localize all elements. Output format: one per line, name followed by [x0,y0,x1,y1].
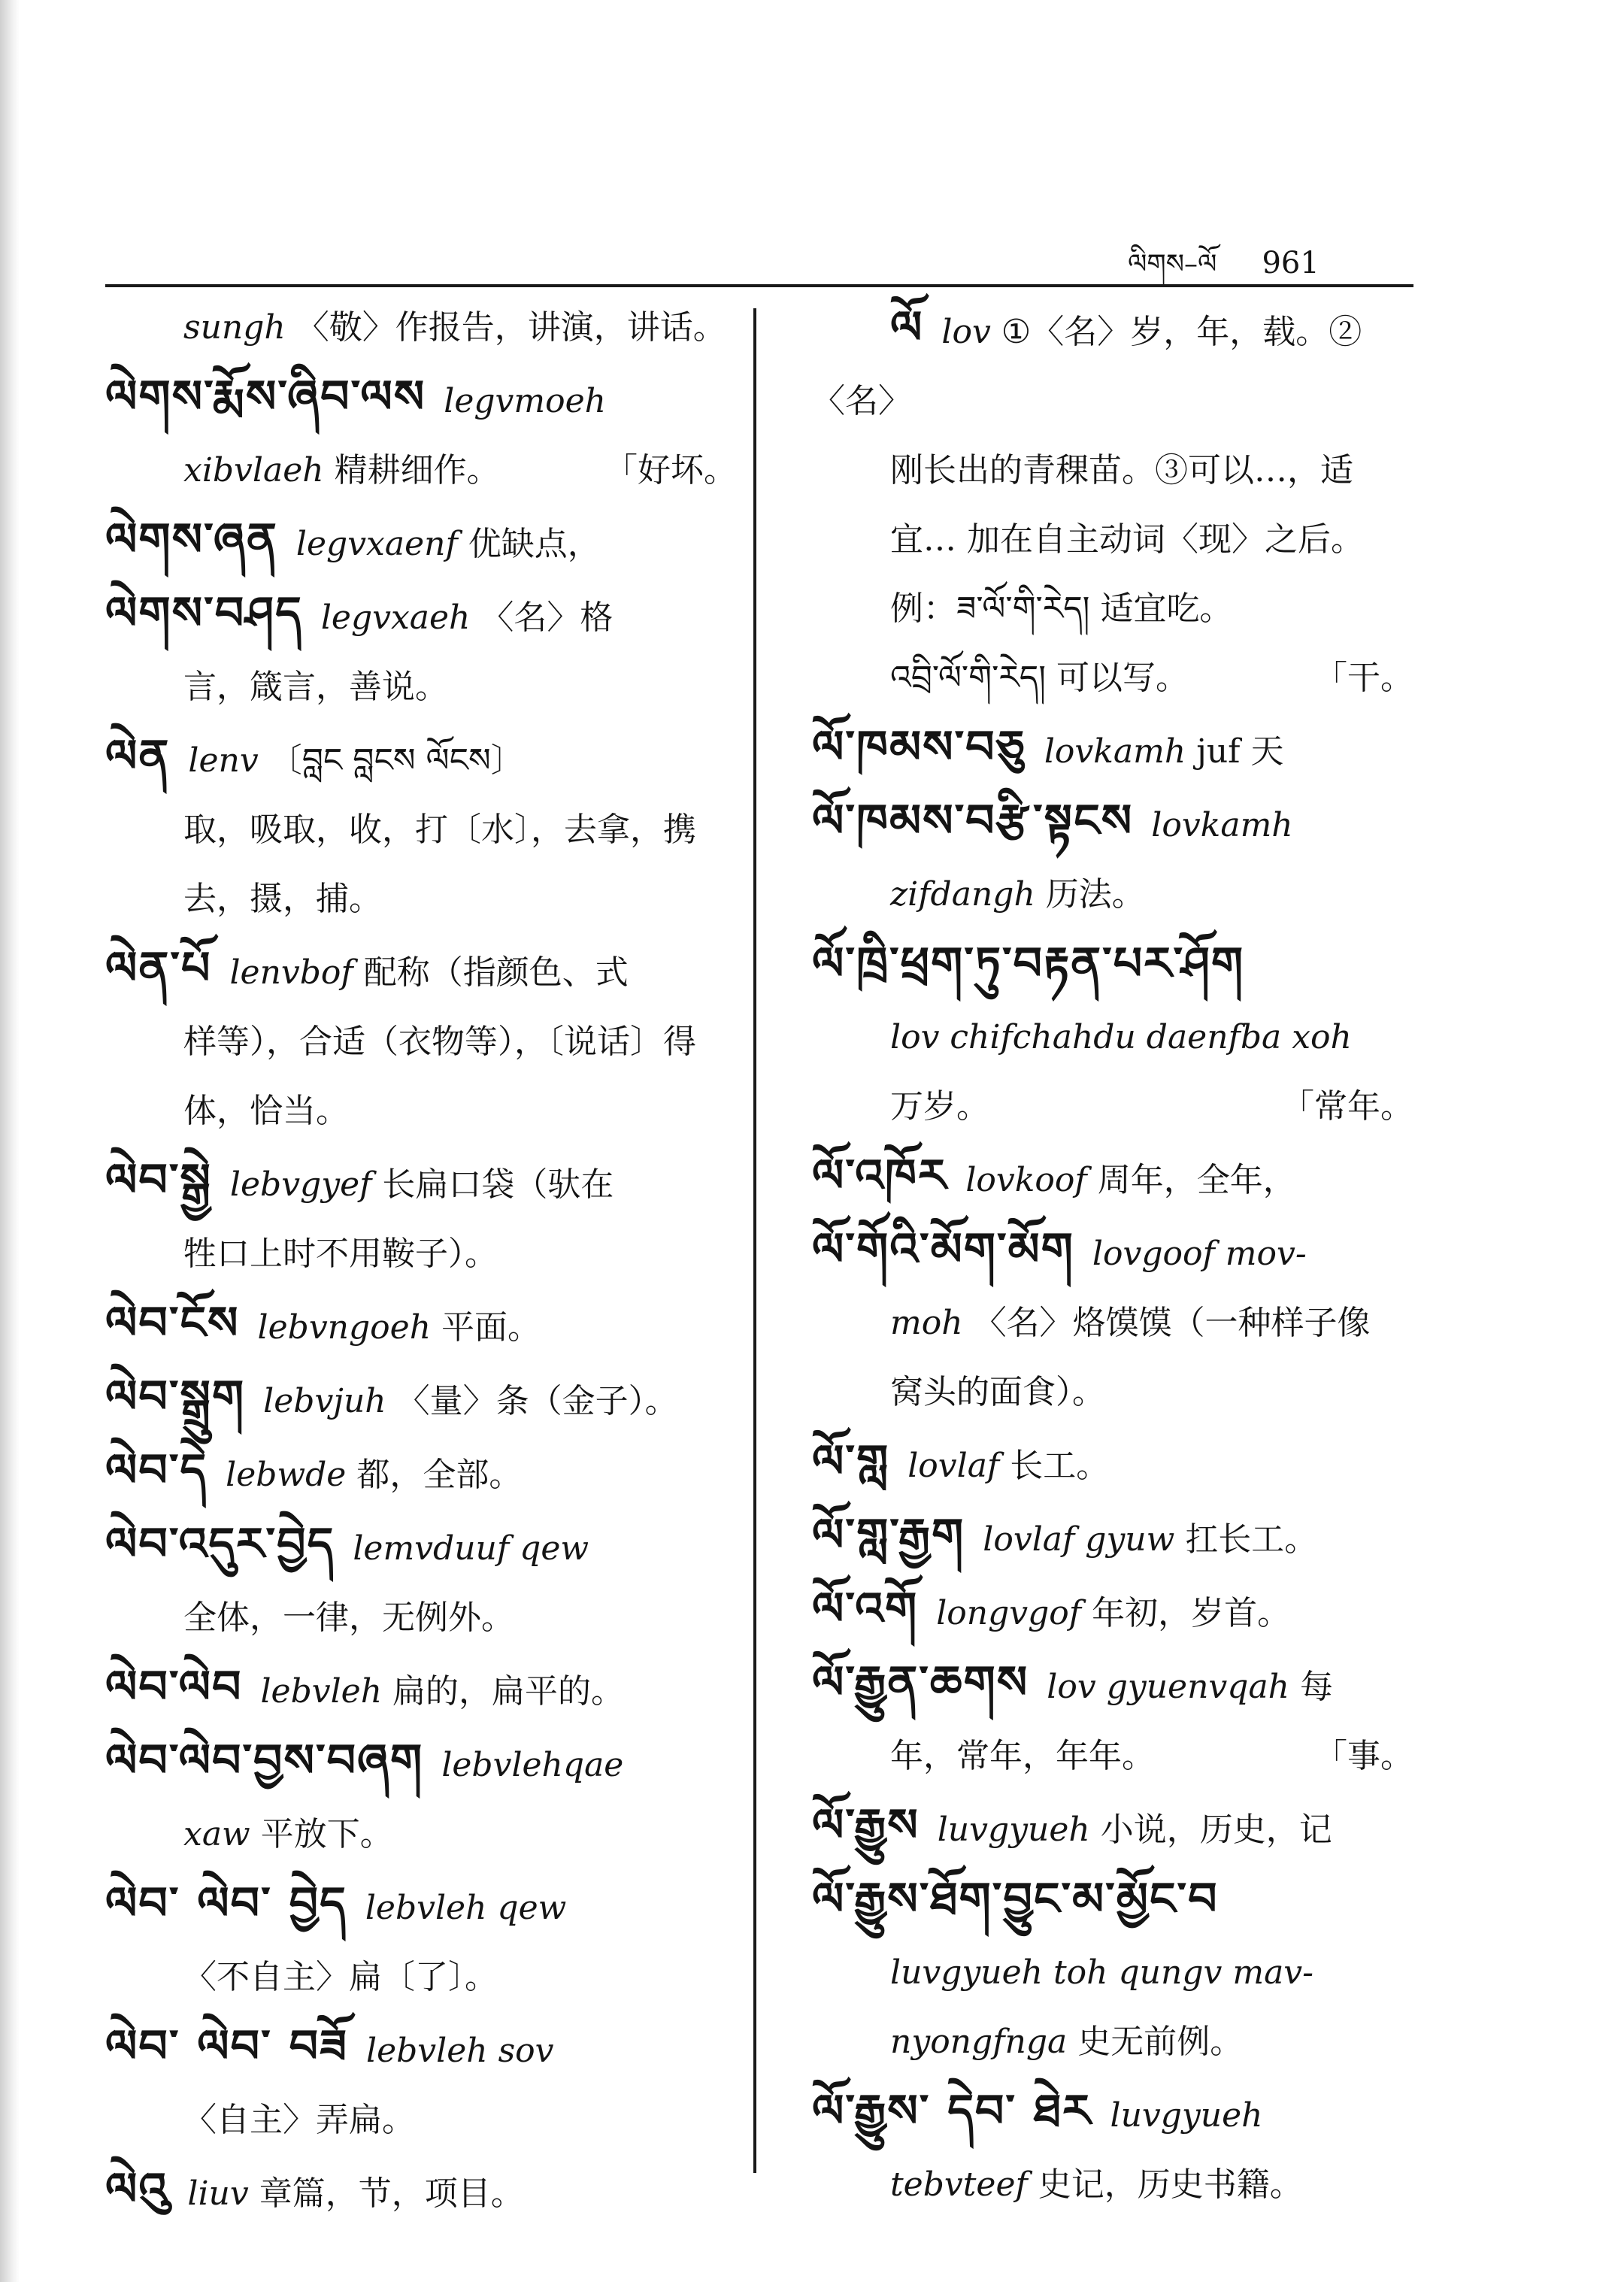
run-on-fragment: 「好坏。 [604,451,737,489]
headword: ལོ་གོའི་མོག་མོག [812,1223,1074,1276]
gloss: 取，吸取，收，打〔水〕，去拿，携 [183,811,696,849]
romanization: nyongfnga [890,2023,1068,2061]
dictionary-entry [812,1427,1413,1501]
romanization: moh [890,1304,963,1342]
gloss: 万岁。 [890,1087,989,1126]
gloss: 牲口上时不用鞍子）。 [183,1235,498,1273]
romanization: lov [941,313,991,351]
headword: ལེན་པོ [105,942,212,995]
romanization: lovkoof [965,1161,1087,1199]
entry-continuation [105,865,737,934]
romanization: lebvgyef [229,1165,372,1204]
headword: ལེའུ [105,2163,170,2216]
gloss: 优缺点， [468,525,601,563]
gloss: 宜… 加在自主动词〈现〉之后。 [890,520,1364,559]
headword: ལོ་འཁོར [812,1150,948,1202]
romanization: lenvbof [229,953,353,992]
headword: ལེབ་ ལེབ་ བཟོ [105,2020,349,2073]
romanization: lovkamh [1044,732,1186,771]
headword: ལོ་འགོ [812,1583,919,1635]
romanization: longvgof [936,1594,1082,1632]
romanization: lovkamh [1151,806,1293,844]
entry-continuation [812,1358,1413,1427]
gloss: 〈自主〉弄扁。 [183,2101,415,2139]
gloss: 样等），合适（衣物等），〔说话〕得 [183,1023,696,1061]
dictionary-entry [812,2077,1413,2150]
gloss: 刚长出的青稞苗。③可以…，适 [890,451,1353,489]
dictionary-entry [105,362,737,436]
entry-continuation [105,1220,737,1289]
gloss: 平放下。 [260,1815,393,1853]
entry-continuation [812,574,1413,644]
left-column [105,293,737,2229]
entry-continuation [812,2008,1413,2077]
entry-continuation [105,1583,737,1653]
headword: ལོ་རྒྱུན་ཆགས [812,1656,1029,1709]
gloss: 去，摄，捕。 [183,880,382,918]
entry-continuation [812,2150,1413,2220]
headword: ལེགས་ཞན [105,514,278,566]
entry-continuation [812,505,1413,574]
dictionary-entry [812,293,1413,436]
gloss: 言，箴言，善说。 [183,668,448,706]
entry-continuation [812,1722,1413,1791]
gloss: 小说，历史，记 [1100,1811,1332,1849]
gloss: 〈不自主〉扁〔了〕。 [183,1958,498,1996]
headword: ལོ་རྒྱུས་ཐོག་བྱུང་མ་མྱོང་བ [812,1873,1219,1926]
entry-continuation [105,1077,737,1146]
run-on-fragment: 「干。 [1314,659,1413,697]
gloss: juf 天 [1196,732,1284,771]
dictionary-entry [105,1436,737,1510]
headword: ལེབ་ངོས [105,1297,240,1350]
entry-continuation [105,436,737,505]
romanization: lebwde [226,1456,347,1494]
gloss: 周年，全年， [1097,1161,1296,1199]
entry-continuation [105,2086,737,2155]
gloss: 配称（指颜色、式 [363,953,629,992]
headword: ལེབ་སྒྱེ [105,1154,212,1207]
gloss: 史记，历史书籍。 [1038,2165,1303,2204]
romanization: liuv [187,2174,249,2213]
headword: ལེན [105,730,171,783]
headword: ལོ་ཁམས་བརྩི་སྟངས [812,795,1134,847]
gloss: 都，全部。 [356,1456,523,1494]
gloss: 平面。 [441,1308,541,1347]
gloss: 长工。 [1010,1447,1110,1485]
romanization: lemvduuf qew [353,1529,589,1568]
dictionary-entry [812,929,1413,1003]
dictionary-entry [812,1791,1413,1865]
romanization: lebvjuh [263,1382,386,1420]
dictionary-entry [105,2012,737,2086]
romanization: legvmoeh [444,382,606,420]
dictionary-entry [812,1501,1413,1574]
dictionary-entry [105,722,737,796]
gloss: 年初，岁首。 [1092,1594,1291,1632]
romanization: sungh [183,308,286,347]
romanization: lovlaf [907,1447,1000,1485]
gloss: 年，常年，年年。 [890,1737,1155,1775]
romanization: tebvteef [890,2165,1028,2204]
dictionary-entry [105,1869,737,1943]
top-rule [105,284,1413,287]
romanization: lenv [188,741,259,780]
scan-edge [0,0,20,2282]
gloss: 章篇，节，项目。 [259,2174,524,2213]
dictionary-entry [105,1362,737,1436]
dictionary-entry [812,786,1413,860]
entry-continuation [812,1003,1413,1072]
dictionary-entry [812,1141,1413,1215]
gloss: 长扁口袋（驮在 [382,1165,614,1204]
romanization: luvgyueh [937,1811,1090,1849]
entry-continuation [105,1800,737,1869]
right-column [812,293,1413,2220]
romanization: legvxaeh [320,599,471,637]
gloss: 〔བླང བླངས ལོངས〕 [268,741,524,780]
headword: ལེགས་བཤད [105,587,303,640]
running-head-tibetan: ལིགས–ལོ [1128,249,1217,280]
entry-continuation [812,1072,1413,1141]
headword: ལོ་རྒྱུས་ དེབ་ ཐེར [812,2085,1092,2138]
headword: ལེགས་རྨོས་ཞིབ་ལས [105,371,426,423]
headword: ལེབ་དེ [105,1444,208,1497]
dictionary-entry [105,1510,737,1583]
dictionary-entry [105,579,737,653]
dictionary-entry [812,713,1413,786]
entry-continuation [812,860,1413,929]
headword: ལོ་གླ་རྒྱག [812,1509,965,1562]
gloss: 例：ཟ་ལོ་གི་རེད། 适宜吃。 [890,589,1233,628]
dictionary-entry [105,1653,737,1726]
gloss: ①〈名〉岁，年，载。②〈名〉 [812,313,1362,420]
headword: ལེབ་ལེབ [105,1661,243,1714]
entry-continuation [105,653,737,722]
entry-continuation [105,1943,737,2012]
gloss: 体，恰当。 [183,1092,349,1130]
romanization: lovgoof mov- [1092,1235,1307,1273]
romanization: lov chifchahdu daenfba xoh [890,1018,1352,1056]
column-rule [753,308,756,2173]
romanization: lebvngoeh [257,1308,432,1347]
entry-continuation [105,293,737,362]
romanization: lebvleh sov [366,2032,554,2070]
dictionary-entry [105,505,737,579]
headword: ལེབ་ ལེབ་ བྱེད [105,1877,347,1930]
dictionary-entry [812,1215,1413,1289]
dictionary-entry [105,1146,737,1220]
gloss: 〈名〉烙馍馍（一种样子像 [973,1304,1371,1342]
entry-continuation [812,1289,1413,1358]
headword: ལེབ་འདུར་བྱེད [105,1518,335,1571]
entry-continuation [105,796,737,865]
entry-continuation [812,1938,1413,2008]
headword: ལོ [890,302,924,354]
romanization: lebvleh [260,1672,383,1711]
headword: ལོ་ཁམས་བཅུ [812,721,1026,774]
romanization: lebvleh qew [365,1889,567,1927]
dictionary-entry [812,1648,1413,1722]
romanization: luvgyueh toh qungv mav- [890,1953,1314,1992]
gloss: 精耕细作。 [334,451,500,489]
dictionary-entry [105,1289,737,1362]
headword: ལེབ་སྒྲུག [105,1371,246,1423]
romanization: xaw [183,1815,250,1853]
dictionary-entry [105,1726,737,1800]
dictionary-entry [105,2155,737,2229]
gloss: 扛长工。 [1185,1520,1318,1559]
run-on-fragment: 「常年。 [1281,1087,1413,1126]
romanization: xibvlaeh [183,451,324,489]
romanization: zifdangh [890,875,1035,914]
run-on-fragment: 「事。 [1314,1737,1413,1775]
gloss: 全体，一律，无例外。 [183,1599,514,1637]
entry-continuation [105,1008,737,1077]
gloss: 扁的，扁平的。 [392,1672,625,1711]
gloss: 每 [1300,1668,1334,1706]
headword: ལོ་ཁྲི་ཕྲག་ཏུ་བརྟན་པར་ཤོག [812,938,1245,990]
gloss: 史无前例。 [1077,2023,1244,2061]
dictionary-entry [812,1865,1413,1938]
headword: ལེབ་ལེབ་བྱས་བཞག [105,1735,424,1787]
romanization: lovlaf gyuw [983,1520,1175,1559]
romanization: lebvlehqae [441,1746,624,1784]
gloss: འབྲི་ལོ་གི་རེད། 可以写。 [890,659,1189,697]
headword: ལོ་གླ [812,1435,890,1488]
gloss: 〈量〉条（金子）。 [396,1382,678,1420]
dictionary-entry [105,934,737,1008]
gloss: 窝头的面食）。 [890,1373,1105,1411]
entry-continuation [812,644,1413,713]
page-number: 961 [1262,246,1320,280]
romanization: luvgyueh [1110,2096,1263,2135]
romanization: lov gyuenvqah [1047,1668,1290,1706]
gloss: 历法。 [1045,875,1145,914]
gloss: 〈敬〉作报告，讲演，讲话。 [295,308,726,347]
headword: ལོ་རྒྱུས [812,1799,920,1852]
gloss: 〈名〉格 [480,599,614,637]
dictionary-entry [812,1574,1413,1648]
entry-continuation [812,436,1413,505]
romanization: legvxaenf [295,525,458,563]
